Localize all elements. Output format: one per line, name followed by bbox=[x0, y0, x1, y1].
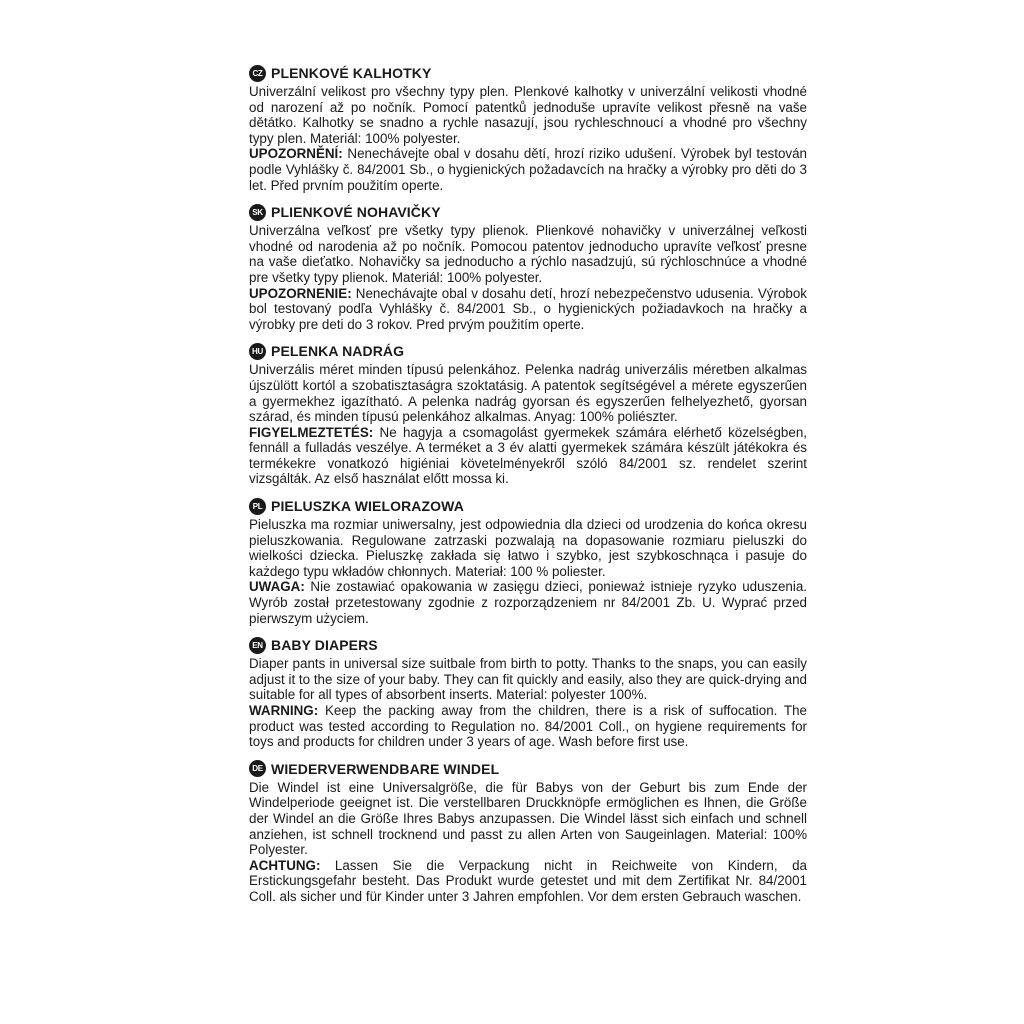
warning-label: UPOZORNENIE: bbox=[249, 285, 352, 301]
warning-label: UPOZORNĚNÍ: bbox=[249, 146, 343, 162]
warning-label: UWAGA: bbox=[249, 579, 305, 595]
section-title: PELENKA NADRÁG bbox=[271, 343, 405, 360]
section-hu bbox=[249, 342, 807, 487]
section-heading bbox=[249, 64, 807, 82]
section-body bbox=[249, 517, 807, 626]
section-body bbox=[249, 362, 807, 487]
description-text: Univerzálna veľkosť pre všetky typy plienok. Plienkové nohavičky v univerzálnej veľkosti vhodné od narodenia až po nočník. Pomocou patentov jednoducho upravíte veľkosť presne na vaše dieťatko. Nohavičky sa jednoducho a rýchlo nasadzujú, sú rýchloschnúce a vhodné pre všetky typy plienok. Materiál: 100% polyester. bbox=[249, 223, 807, 285]
warning-text: Nenechávajte obal v dosahu detí, hrozí nebezpečenstvo udusenia. Výrobok bol testovaný podľa Vyhlášky č. 84/2001 Sb., o hygienických požiadavkoch na hračky a výrobky pre deti do 3 rokov. Pred prvým použitím operte. bbox=[249, 285, 807, 332]
warning-text: Lassen Sie die Verpackung nicht in Reichweite von Kindern, da Erstickungsgefahr besteht. Das Produkt wurde getestet und mit dem Zertifikat Nr. 84/2001 Coll. als sicher und für Kinder unter 3 Jahren empfohlen. Vor dem ersten Gebrauch waschen. bbox=[249, 857, 807, 904]
warning-text: Keep the packing away from the children, there is a risk of suffocation. The product was tested according to Regulation no. 84/2001 Coll., on hygiene requirements for toys and products for children under 3 years of age. Wash before first use. bbox=[249, 703, 807, 750]
section-heading bbox=[249, 342, 807, 360]
warning-text: Ne hagyja a csomagolást gyermekek számára elérhető közelségben, fennáll a fulladás veszélye. A terméket a 3 év alatti gyermekek számára készült játékokra és termékekre vonatkozó higiéniai követelményekről szóló 84/2001 sz. rendelet szerint vizsgálták. Az első használat előtt mossa ki. bbox=[249, 424, 807, 487]
section-heading bbox=[249, 636, 807, 654]
description-text: Univerzální velikost pro všechny typy plen. Plenkové kalhotky v univerzální velikosti vhodné od narození až po nočník. Pomocí patentků jednoduše upravíte velikost přesně na vaše dětátko. Kalhotky se snadno a rychle nasazují, jsou rychleschnoucí a vhodné pro všechny typy plen. Materiál: 100% polyester. bbox=[249, 84, 807, 146]
warning-label: ACHTUNG: bbox=[249, 857, 321, 873]
section-body bbox=[249, 656, 807, 750]
warning-text: Nie zostawiać opakowania w zasięgu dzieci, ponieważ istnieje ryzyko uduszenia. Wyrób został przetestowany zgodnie z rozporządzeniem nr 84/2001 Zb. U. Wyprać przed pierwszym użyciem. bbox=[249, 579, 807, 626]
description-text: Diaper pants in universal size suitbale from birth to potty. Thanks to the snaps, you can easily adjust it to the size of your baby. They can fit quickly and easily, also they are quick-drying and suitable for all types of absorbent inserts. Material: polyester 100%. bbox=[249, 656, 807, 703]
section-body bbox=[249, 84, 807, 193]
language-badge-en: EN bbox=[249, 637, 266, 654]
instruction-sheet bbox=[249, 64, 807, 915]
description-text: Pieluszka ma rozmiar uniwersalny, jest odpowiednia dla dzieci od urodzenia do końca okresu pieluszkowania. Regulowane zatrzaski pozwalają na dopasowanie rozmiaru pieluszki do wielkości dziecka. Pieluszkę zakłada się łatwo i szybko, jest szybkoschnąca i pasuje do każdego typu wkładów chłonnych. Materiał: 100 % poliester. bbox=[249, 517, 807, 579]
section-pl bbox=[249, 497, 807, 626]
language-badge-sk: SK bbox=[249, 204, 266, 221]
section-title: PIELUSZKA WIELORAZOWA bbox=[271, 498, 464, 515]
warning-text: Nenechávejte obal v dosahu dětí, hrozí riziko udušení. Výrobek byl testován podle Vyhlášky č. 84/2001 Sb., o hygienických požadavcích na hračky a výrobky pro děti do 3 let. Před prvním použitím operte. bbox=[249, 146, 807, 193]
section-en bbox=[249, 636, 807, 750]
warning-label: FIGYELMEZTETÉS: bbox=[249, 424, 374, 440]
section-body bbox=[249, 223, 807, 332]
section-heading bbox=[249, 203, 807, 221]
section-title: PLENKOVÉ KALHOTKY bbox=[271, 65, 432, 81]
description-text: Die Windel ist eine Universalgröße, die für Babys von der Geburt bis zum Ende der Windelperiode geeignet ist. Die verstellbaren Druckknöpfe ermöglichen es Ihnen, die Größe der Windel an die Größe Ihres Babys anzupassen. Die Windel lässt sich einfach und schnell anziehen, ist schnell trocknend und passt zu allen Arten von Saugeinlagen. Material: 100% Polyester. bbox=[249, 779, 807, 858]
language-badge-pl: PL bbox=[249, 498, 266, 515]
section-title: WIEDERVERWENDBARE WINDEL bbox=[271, 760, 500, 777]
section-body bbox=[249, 780, 807, 905]
section-title: BABY DIAPERS bbox=[271, 637, 378, 654]
section-de bbox=[249, 760, 807, 905]
section-sk bbox=[249, 203, 807, 332]
section-heading bbox=[249, 760, 807, 778]
warning-label: WARNING: bbox=[249, 703, 319, 718]
language-badge-cz: CZ bbox=[249, 65, 266, 82]
language-badge-de: DE bbox=[249, 760, 266, 777]
section-cz bbox=[249, 64, 807, 193]
section-heading bbox=[249, 497, 807, 515]
section-title: PLIENKOVÉ NOHAVIČKY bbox=[271, 204, 441, 221]
language-badge-hu: HU bbox=[249, 343, 266, 360]
description-text: Univerzális méret minden típusú pelenkához. Pelenka nadrág univerzális méretben alkalmas újszülött kortól a szobatisztaságra szoktatásig. A patentok segítségével a mérete egyszerűen a gyermekhez igazítható. A pelenka nadrág gyorsan és egyszerűen felhelyezhető, gyorsan szárad, és minden típusú pelenkához alkalmas. Anyag: 100% poliészter. bbox=[249, 362, 807, 425]
